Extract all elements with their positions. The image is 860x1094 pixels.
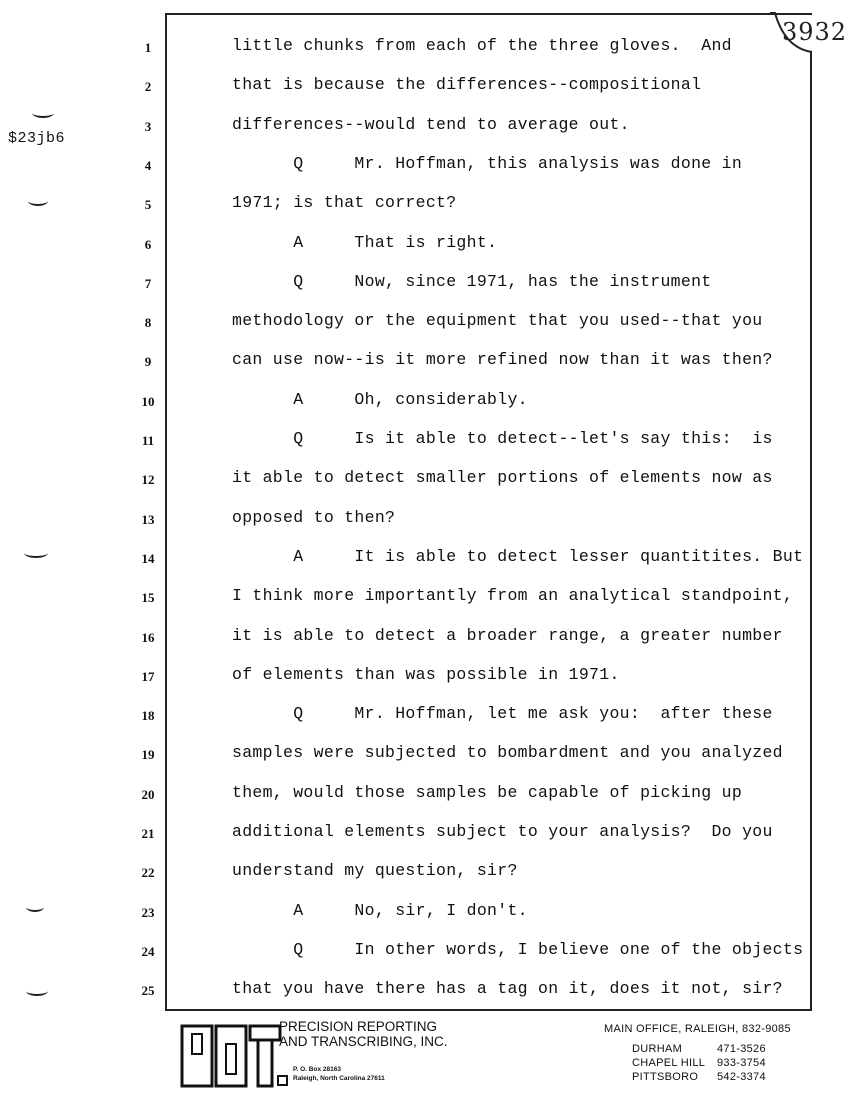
transcript-line: samples were subjected to bombardment and you analyzed [232, 743, 783, 763]
transcript-line: 1971; is that correct? [232, 193, 457, 213]
transcript-line: can use now--is it more refined now than it was then? [232, 350, 773, 370]
firm-name-line2: AND TRANSCRIBING, INC. [279, 1034, 448, 1049]
line-number: 16 [141, 629, 155, 645]
margin-mark [24, 548, 48, 558]
transcript-line: A Oh, considerably. [232, 389, 528, 409]
line-number: 6 [144, 236, 152, 252]
address-line2: Raleigh, North Carolina 27611 [293, 1075, 385, 1082]
line-number: 13 [141, 511, 155, 527]
transcript-line: methodology or the equipment that you used--that you [232, 311, 763, 331]
line-number: 21 [141, 826, 155, 841]
line-number: 15 [141, 590, 155, 606]
transcript-line: differences--would tend to average out. [232, 114, 630, 134]
transcript-line: them, would those samples be capable of picking up [232, 782, 743, 802]
transcript-line: A That is right. [232, 232, 498, 252]
main-office: MAIN OFFICE, RALEIGH, 832-9085 [604, 1023, 791, 1035]
line-number: 5 [144, 197, 152, 213]
margin-mark [26, 986, 48, 996]
line-number: 17 [141, 668, 155, 684]
transcript-line: Q Mr. Hoffman, this analysis was done in [232, 153, 743, 173]
line-number: 12 [141, 472, 155, 488]
transcript-line: that you have there has a tag on it, does it not, sir? [232, 979, 783, 999]
transcript-line: little chunks from each of the three gloves. And [232, 36, 732, 55]
line-number: 2 [144, 79, 152, 95]
transcript-line: Q Now, since 1971, has the instrument [232, 271, 712, 291]
address-line1: P. O. Box 28163 [293, 1066, 341, 1073]
line-number: 18 [141, 708, 155, 724]
line-number: 23 [141, 904, 155, 920]
transcript-line: A It is able to detect lesser quantitites. But [232, 546, 804, 566]
margin-mark [32, 108, 54, 118]
line-number: 25 [141, 983, 155, 999]
transcript-line: understand my question, sir? [232, 861, 518, 881]
branch-durham: DURHAM 471-3526 [632, 1043, 766, 1055]
page-number: 3932 [782, 18, 848, 46]
line-number: 8 [144, 315, 152, 331]
firm-name [279, 1019, 448, 1049]
transcript-line: of elements than was possible in 1971. [232, 664, 620, 684]
firm-address [293, 1065, 385, 1083]
line-number: 3 [144, 118, 152, 134]
transcript-line: Q In other words, I believe one of the objects [232, 939, 804, 959]
pt-logo-icon [180, 1020, 290, 1090]
firm-name-line1: PRECISION REPORTING [279, 1019, 438, 1034]
line-number: 10 [141, 393, 155, 409]
transcript-line: A No, sir, I don't. [232, 900, 528, 920]
margin-note: $23jb6 [8, 130, 66, 147]
margin-mark [28, 196, 48, 206]
transcript-line: that is because the differences--compositional [232, 75, 702, 95]
line-number: 19 [141, 747, 155, 763]
transcript-line: I think more importantly from an analytical standpoint, [232, 586, 794, 606]
margin-mark [26, 902, 44, 912]
transcript-line: Q Is it able to detect--let's say this: is [232, 429, 773, 448]
transcript-line: opposed to then? [232, 507, 396, 527]
line-number: 14 [141, 550, 155, 566]
line-number: 24 [141, 943, 155, 959]
transcript-line: it is able to detect a broader range, a greater number [232, 625, 783, 645]
frame-right-border [810, 52, 812, 1009]
line-number: 1 [144, 40, 152, 55]
line-number: 22 [141, 865, 155, 881]
line-number: 11 [141, 433, 155, 448]
line-number: 20 [141, 786, 155, 802]
transcript-line: it able to detect smaller portions of elements now as [232, 468, 773, 488]
transcript-line: Q Mr. Hoffman, let me ask you: after these [232, 704, 773, 724]
branch-pittsboro: PITTSBORO 542-3374 [632, 1071, 766, 1083]
line-number: 7 [144, 275, 152, 291]
line-number: 9 [144, 354, 152, 370]
branch-chapel-hill: CHAPEL HILL 933-3754 [632, 1057, 766, 1069]
transcript-line: additional elements subject to your analysis? Do you [232, 822, 773, 841]
line-number: 4 [144, 157, 152, 173]
